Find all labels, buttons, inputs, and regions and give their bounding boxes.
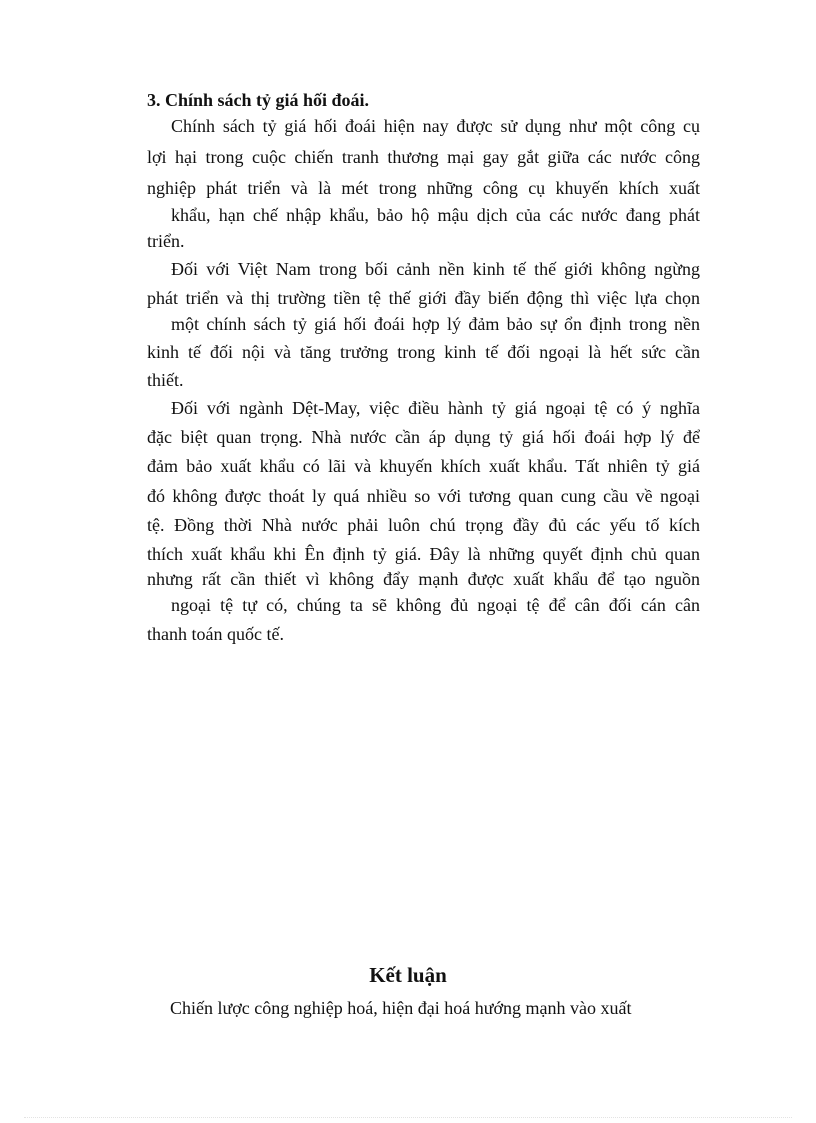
paragraph-3-line-4: đó không được thoát ly quá nhiều so với tương quan cung cầu về ngoại [147, 486, 700, 506]
paragraph-3-line-7: nhưng rất cần thiết vì không đẩy mạnh được xuất khẩu để tạo nguồn [147, 569, 700, 589]
paragraph-3-line-3: đảm bảo xuất khẩu có lãi và khuyến khích xuất khẩu. Tất nhiên tỷ giá [147, 456, 700, 476]
paragraph-2-line-1: Đối với Việt Nam trong bối cảnh nền kinh tế thế giới không ngừng [171, 259, 700, 279]
paragraph-3-line-2: đặc biệt quan trọng. Nhà nước cần áp dụng tỷ giá hối đoái hợp lý để [147, 427, 700, 447]
paragraph-3-line-9: thanh toán quốc tế. [147, 624, 284, 644]
conclusion-title: Kết luận [369, 963, 447, 987]
page-bottom-divider [24, 1117, 792, 1118]
paragraph-1-line-2: lợi hại trong cuộc chiến tranh thương mại gay gắt giữa các nước công [147, 147, 700, 167]
paragraph-2-line-5: thiết. [147, 370, 184, 390]
paragraph-2-line-2: phát triển và thị trường tiền tệ thế giới đầy biến động thì việc lựa chọn [147, 288, 700, 308]
paragraph-3-line-6: thích xuất khẩu khi Ên định tỷ giá. Đây là những quyết định chủ quan [147, 544, 700, 564]
paragraph-1-line-3: nghiệp phát triển và là mét trong những công cụ khuyến khích xuất [147, 178, 700, 198]
paragraph-1-line-1: Chính sách tỷ giá hối đoái hiện nay được sử dụng như một công cụ [171, 116, 700, 136]
section-heading: 3. Chính sách tỷ giá hối đoái. [147, 90, 370, 110]
paragraph-2-line-3: một chính sách tỷ giá hối đoái hợp lý đảm bảo sự ổn định trong nền [171, 314, 700, 334]
conclusion-first-line: Chiến lược công nghiệp hoá, hiện đại hoá hướng mạnh vào xuất [170, 998, 632, 1018]
paragraph-3-line-5: tệ. Đồng thời Nhà nước phải luôn chú trọng đầy đủ các yếu tố kích [147, 515, 700, 535]
paragraph-3-line-1: Đối với ngành Dệt-May, việc điều hành tỷ giá ngoại tệ có ý nghĩa [171, 398, 700, 418]
paragraph-1-line-5: triển. [147, 231, 185, 251]
paragraph-2-line-4: kinh tế đối nội và tăng trưởng trong kinh tế đối ngoại là hết sức cần [147, 342, 700, 362]
paragraph-1-line-4: khẩu, hạn chế nhập khẩu, bảo hộ mậu dịch của các nước đang phát [171, 205, 700, 225]
paragraph-3-line-8: ngoại tệ tự có, chúng ta sẽ không đủ ngoại tệ để cân đối cán cân [171, 595, 700, 615]
